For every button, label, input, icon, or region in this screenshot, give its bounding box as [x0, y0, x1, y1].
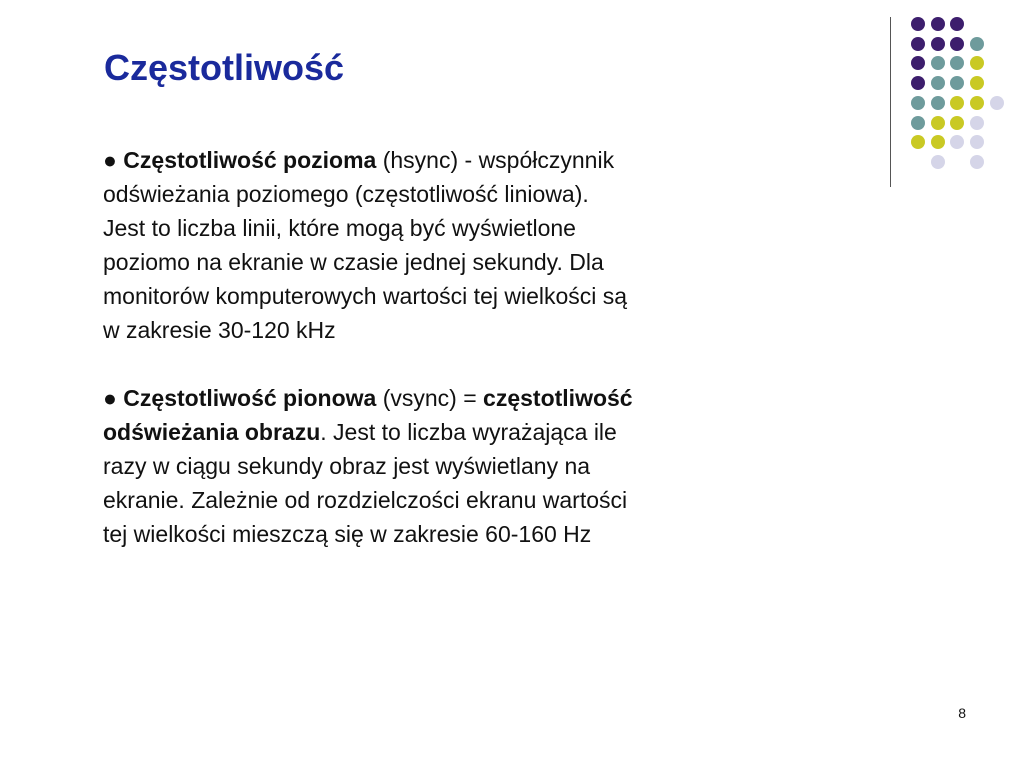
bullet-text-middle: (vsync) =: [376, 385, 484, 411]
decorative-dot: [911, 76, 925, 90]
decorative-dot: [931, 76, 945, 90]
decorative-dot: [911, 116, 925, 130]
decorative-dot: [970, 135, 984, 149]
decorative-dot: [970, 155, 984, 169]
decorative-dot: [931, 135, 945, 149]
bullet-vertical-frequency: [103, 381, 783, 551]
decorative-dot: [970, 116, 984, 130]
decorative-dot: [931, 56, 945, 70]
decorative-dot: [911, 96, 925, 110]
decorative-dot: [931, 17, 945, 31]
decorative-dot: [950, 17, 964, 31]
decorative-dot: [950, 96, 964, 110]
bullet-marker: ●: [103, 385, 124, 411]
divider-line: [890, 17, 891, 187]
decorative-dot: [950, 76, 964, 90]
bullet-text: (hsync) - współczynnik odświeżania poziomego (częstotliwość liniowa). Jest to liczba linii, które mogą być wyświetlone poziomo na ekranie w czasie jednej sekundy. Dla monitorów komputerowych wartości tej wielkości są w zakresie 30-120 kHz: [103, 147, 628, 343]
decorative-dot: [950, 116, 964, 130]
decorative-dot: [911, 37, 925, 51]
bullet-marker: ●: [103, 147, 124, 173]
decorative-dot: [931, 96, 945, 110]
decorative-dot: [911, 135, 925, 149]
term-vertical-frequency: Częstotliwość pionowa: [123, 385, 377, 411]
decorative-dot: [970, 76, 984, 90]
decorative-dot: [950, 56, 964, 70]
decorative-dot: [911, 56, 925, 70]
decorative-dot: [931, 37, 945, 51]
decorative-dot: [990, 96, 1004, 110]
decorative-dot: [950, 37, 964, 51]
decorative-dot: [970, 96, 984, 110]
decorative-dot: [931, 116, 945, 130]
decorative-dot: [970, 37, 984, 51]
decorative-dot: [950, 135, 964, 149]
decorative-dot: [911, 17, 925, 31]
bullet-text: . Jest to liczba wyrażająca ile razy w ciągu sekundy obraz jest wyświetlany na ekranie. Zależnie od rozdzielczości ekranu wartości tej wielkości mieszczą się w zakresie 60-160 Hz: [103, 419, 628, 547]
decorative-dot: [970, 56, 984, 70]
slide-title: Częstotliwość: [104, 47, 345, 88]
term-refresh-rate: częstotliwość odświeżania obrazu: [103, 385, 633, 445]
term-horizontal-frequency: Częstotliwość pozioma: [123, 147, 377, 173]
slide-body: [103, 143, 783, 551]
decorative-dot: [931, 155, 945, 169]
bullet-horizontal-frequency: [103, 143, 783, 347]
page-number: 8: [958, 705, 966, 721]
